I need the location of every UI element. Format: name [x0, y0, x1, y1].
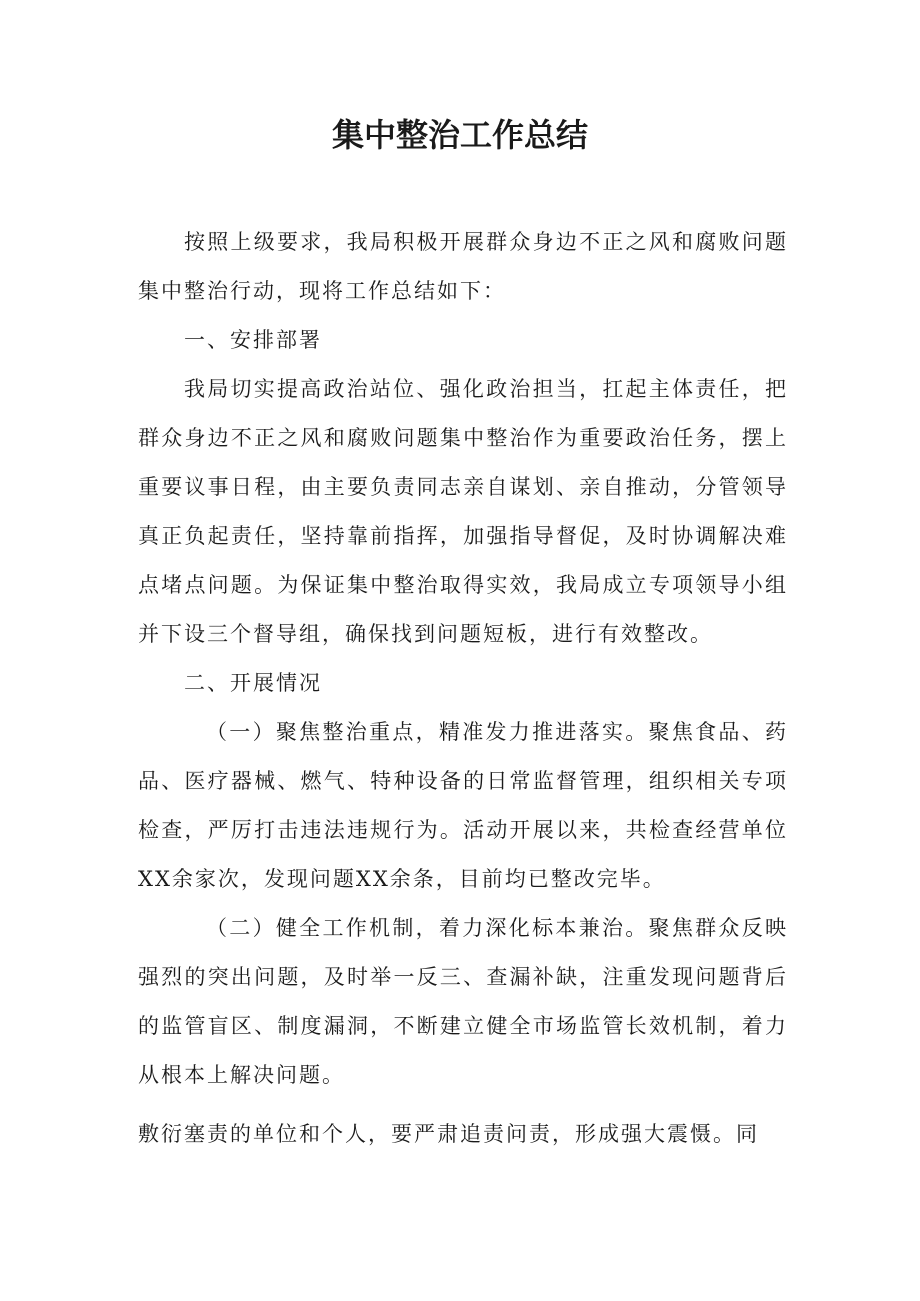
tail-paragraph-fragment: 敷衍塞责的单位和个人，要严肃追责问责，形成强大震慑。同 — [138, 1122, 759, 1146]
document-title: 集中整治工作总结 — [331, 116, 588, 154]
section-heading-progress: 二、开展情况 — [184, 671, 322, 695]
document-body — [138, 218, 788, 1100]
intro-paragraph: 按照上级要求，我局积极开展群众身边不正之风和腐败问题集中整治行动，现将工作总结如下： — [138, 230, 788, 303]
section-heading-arrangement: 一、安排部署 — [184, 328, 322, 352]
arrangement-paragraph: 我局切实提高政治站位、强化政治担当，扛起主体责任，把群众身边不正之风和腐败问题集中整治作为重要政治任务，摆上重要议事日程，由主要负责同志亲自谋划、亲自推动，分管领导真正负起责任，坚持靠前指挥，加强指导督促，及时协调解决难点堵点问题。为保证集中整治取得实效，我局成立专项领导小组并下设三个督导组，确保找到问题短板，进行有效整改。 — [138, 377, 788, 646]
progress-item-1-paragraph: （一）聚焦整治重点，精准发力推进落实。聚焦食品、药品、医疗器械、燃气、特种设备的日常监督管理，组织相关专项检查，严厉打击违法违规行为。活动开展以来，共检查经营单位XX余家次，发现问题XX余条，目前均已整改完毕。 — [138, 720, 788, 891]
progress-item-2-paragraph: （二）健全工作机制，着力深化标本兼治。聚焦群众反映强烈的突出问题，及时举一反三、查漏补缺，注重发现问题背后的监管盲区、制度漏洞，不断建立健全市场监管长效机制，着力从根本上解决问题。 — [138, 916, 788, 1087]
